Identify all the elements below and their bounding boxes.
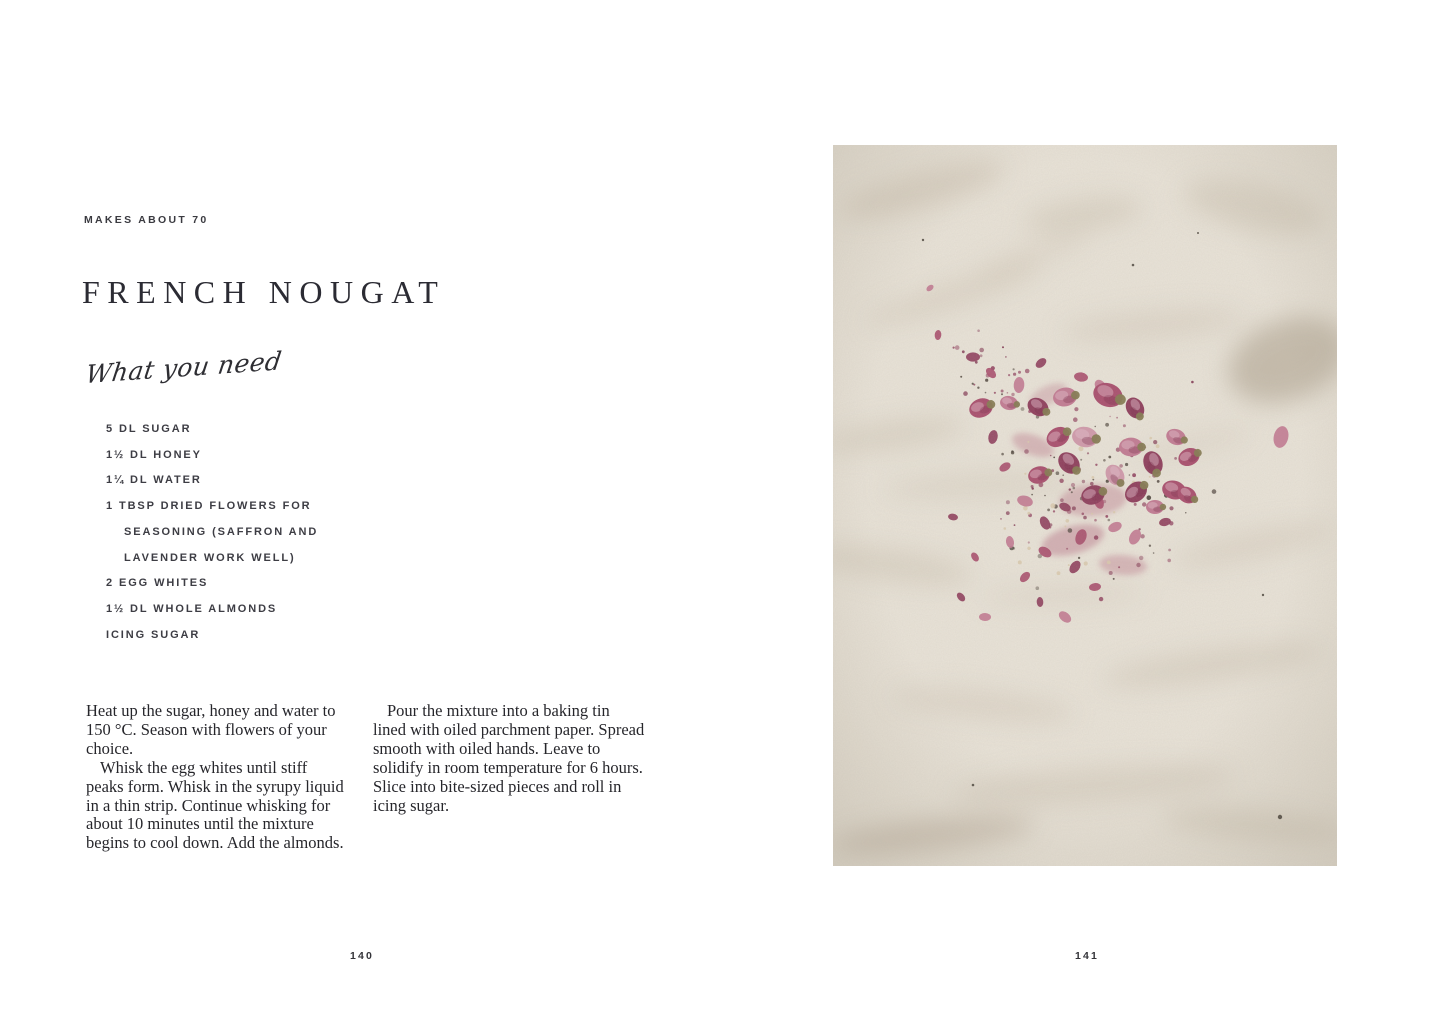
instruction-paragraph: Pour the mixture into a baking tin lined with oiled parchment paper. Spread smooth with oiled hands. Leave to solidify in room temperature for 6 hours. Slice into bite-sized pieces and roll in icing sugar. xyxy=(373,701,645,815)
page-number-left: 140 xyxy=(349,950,375,962)
instructions-column-1 xyxy=(86,702,347,853)
instructions xyxy=(86,702,645,853)
ingredient-line: 1¼ DL WATER xyxy=(106,474,202,487)
instruction-paragraph: Whisk the egg whites until stiff peaks form. Whisk in the syrupy liquid in a thin strip. Continue whisking for about 10 minutes until the mixture begins to cool down. Add the almonds. xyxy=(86,757,344,853)
ingredient-line: 1½ DL HONEY xyxy=(106,448,202,461)
recipe-title: FRENCH NOUGAT xyxy=(82,274,446,310)
ingredients-heading: What you need xyxy=(83,346,284,390)
ingredient-line: SEASONING (SAFFRON AND xyxy=(124,525,319,538)
instructions-column-2 xyxy=(373,702,645,853)
ingredients-list xyxy=(106,417,318,648)
page-number-right: 141 xyxy=(1074,950,1100,962)
instruction-paragraph: Heat up the sugar, honey and water to 150 °C. Season with flowers of your choice. xyxy=(86,701,336,758)
yield-note: MAKES ABOUT 70 xyxy=(84,214,209,226)
ingredient-line: 2 EGG WHITES xyxy=(106,577,209,590)
ingredient-line: 1 TBSP DRIED FLOWERS FOR xyxy=(106,500,312,513)
ingredient-line: ICING SUGAR xyxy=(106,628,201,641)
ingredient-line: LAVENDER WORK WELL) xyxy=(124,551,296,564)
ingredient-line: 5 DL SUGAR xyxy=(106,423,192,435)
ingredient-line: 1½ DL WHOLE ALMONDS xyxy=(106,602,278,615)
rose-petals-photo xyxy=(833,145,1337,866)
